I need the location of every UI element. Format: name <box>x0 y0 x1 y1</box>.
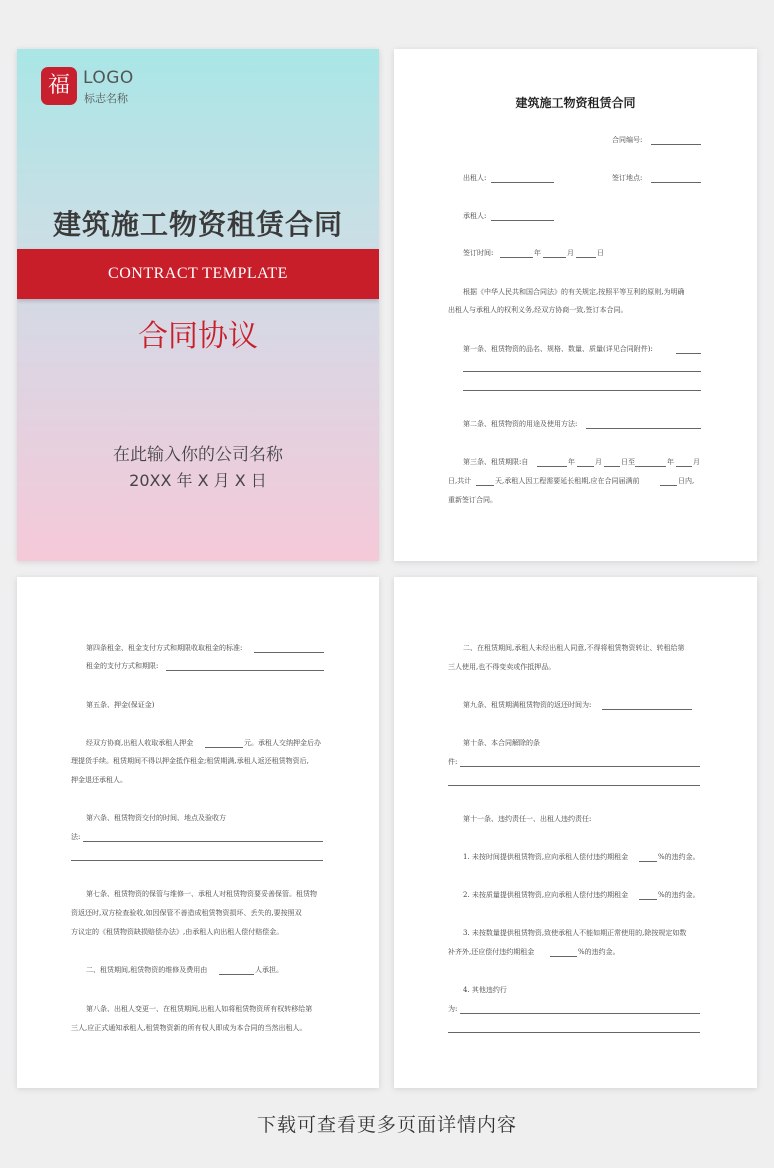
breach-2a: 2. 未按质量提供租赁物资,应向承租人偿付违约期租金 <box>463 891 629 899</box>
article-3-blank-2 <box>577 466 594 467</box>
contract-page-1 <box>394 49 757 561</box>
breach-4-blank-1 <box>460 1013 700 1014</box>
article-3-blank-7 <box>660 485 677 486</box>
article-3-total: 日,共计 <box>448 477 472 485</box>
article-1-line <box>676 353 701 354</box>
article-5: 第五条、押金(保证金) <box>86 701 155 709</box>
article-3-month-2: 月 <box>693 458 700 466</box>
article-4-line-2: 租金的支付方式和期限: <box>86 662 159 670</box>
article-1: 第一条、租赁物资的品名、规格、数量、质量(详见合同附件): <box>463 345 653 353</box>
article-5-line-3: 押金退还承租人。 <box>71 776 127 784</box>
breach-3-line-2b: %的违约金。 <box>578 948 620 956</box>
breach-2b: %的违约金。 <box>658 891 700 899</box>
logo-glyph: 福 <box>47 73 70 98</box>
cover-date: 20XX 年 X 月 X 日 <box>129 471 267 490</box>
contract-page-2 <box>17 577 379 1088</box>
sign-place-label: 签订地点: <box>612 174 643 182</box>
article-2-line <box>586 428 701 429</box>
contract-no-label: 合同编号: <box>612 136 643 144</box>
sign-time-label: 签订时间: <box>463 249 494 257</box>
article-9-blank <box>602 709 692 710</box>
article-6-line-1: 第六条、租赁物资交付的时间、地点及验收方 <box>86 814 226 822</box>
article-7-line-3: 方议定的《租赁物资缺损赔偿办法》,由承租人向出租人偿付赔偿金。 <box>71 928 284 936</box>
article-8-line-2: 三人,应正式通知承租人,租赁物资新的所有权人即成为本合同的当然出租人。 <box>71 1024 307 1032</box>
article-10-line-1: 第十条、本合同解除的条 <box>463 739 540 747</box>
article-10-blank-1 <box>460 766 700 767</box>
article-3-blank-5 <box>676 466 692 467</box>
article-3-day-to: 日至 <box>621 458 635 466</box>
clause-2-line-2: 三人使用,也不得变卖或作抵押品。 <box>448 663 556 671</box>
contract-page-3 <box>394 577 757 1088</box>
article-3-year-1: 年 <box>568 458 575 466</box>
cover-page <box>17 49 379 561</box>
article-1-blank-2 <box>463 390 701 391</box>
breach-2-blank <box>639 899 657 900</box>
article-3-blank-6 <box>476 485 494 486</box>
article-7-line-2: 资返还时,双方检查验收,如因保管不善造成租赁物资损坏、丢失的,要按照双 <box>71 909 302 917</box>
sign-day: 日 <box>597 249 604 257</box>
sign-month: 月 <box>567 249 574 257</box>
sign-year-line <box>500 257 533 258</box>
sign-day-line <box>576 257 596 258</box>
article-8-line-1: 第八条、出租人变更一、在租赁期间,出租人如将租赁物资所有权转移给第 <box>86 1005 313 1013</box>
article-3-days: 日内, <box>678 477 695 485</box>
breach-3-line-1: 3. 未按数量提供租赁物资,致使承租人不能如期正常使用的,除按规定如数 <box>463 929 687 937</box>
article-3-year-2: 年 <box>667 458 674 466</box>
intro-line-2: 出租人与承租人的权利义务,经双方协商一致,签订本合同。 <box>448 306 628 314</box>
breach-3-blank <box>550 956 577 957</box>
breach-4-line-2: 为: <box>448 1005 458 1013</box>
download-hint: 下载可查看更多页面详情内容 <box>256 1114 517 1136</box>
contract-no-line <box>651 144 701 145</box>
breach-3-line-2a: 补齐外,还应偿付违约期租金 <box>448 948 535 956</box>
lessor-label: 出租人: <box>463 174 487 182</box>
article-3-blank-4 <box>635 466 666 467</box>
article-5-line-2: 理提货手续。租赁期间不得以押金抵作租金;租赁期满,承租人返还租赁物资后, <box>71 757 309 765</box>
lessee-label: 承租人: <box>463 212 487 220</box>
article-7-line-4a: 二、租赁期间,租赁物资的维修及费用由 <box>86 966 208 974</box>
breach-1a: 1. 未按时间提供租赁物资,应向承租人偿付违约期租金 <box>463 853 629 861</box>
logo-subtitle: 标志名称 <box>84 92 128 105</box>
article-10-blank-2 <box>448 785 700 786</box>
clause-2-line-1: 二、在租赁期间,承租人未经出租人同意,不得将租赁物资转让、转租给第 <box>463 644 685 652</box>
article-3-blank-3 <box>604 466 620 467</box>
breach-4-blank-2 <box>448 1032 700 1033</box>
document-title: 建筑施工物资租赁合同 <box>515 96 636 110</box>
sign-year: 年 <box>534 249 541 257</box>
article-11: 第十一条、违约责任一、出租人违约责任: <box>463 815 592 823</box>
article-2: 第二条、租赁物资的用途及使用方法: <box>463 420 578 428</box>
sign-month-line <box>543 257 566 258</box>
article-3-extend: 天,承租人因工程需要延长租期,应在合同届满前 <box>495 477 640 485</box>
article-3-month-1: 月 <box>595 458 602 466</box>
lessee-line <box>491 220 554 221</box>
article-3-renew: 重新签订合同。 <box>448 496 497 504</box>
article-7-line-4b: 人承担。 <box>255 966 283 974</box>
article-1-blank-1 <box>463 371 701 372</box>
article-5-blank <box>205 747 243 748</box>
breach-1b: %的违约金。 <box>658 853 700 861</box>
intro-line-1: 根据《中华人民共和国合同法》的有关规定,按照平等互利的原则,为明确 <box>463 288 685 296</box>
article-3-start: 第三条、租赁期限:自 <box>463 458 529 466</box>
logo-icon <box>41 67 77 105</box>
article-4-blank-1 <box>254 652 324 653</box>
article-7-blank <box>219 974 254 975</box>
logo-word: LOGO <box>83 68 134 88</box>
breach-4-line-1: 4. 其他违约行 <box>463 986 507 994</box>
article-9: 第九条、租赁期满租赁物资的返还时间为: <box>463 701 592 709</box>
breach-1-blank <box>639 861 657 862</box>
cover-title: 建筑施工物资租赁合同 <box>52 208 343 241</box>
article-5-line-1a: 经双方协商,出租人收取承租人押金 <box>86 739 194 747</box>
cover-company: 在此输入你的公司名称 <box>113 445 283 465</box>
article-10-line-2: 件: <box>448 758 458 766</box>
article-4-blank-2 <box>166 670 324 671</box>
article-6-blank-1 <box>83 841 323 842</box>
cover-band-text: CONTRACT TEMPLATE <box>108 265 288 282</box>
article-7-line-1: 第七条、租赁物资的保管与维修一、承租人对租赁物资要妥善保管。租赁物 <box>86 890 317 898</box>
sign-place-line <box>651 182 701 183</box>
article-6-line-2: 法: <box>71 833 81 841</box>
lessor-line <box>491 182 554 183</box>
article-6-blank-2 <box>71 860 323 861</box>
cover-band <box>17 249 379 299</box>
article-4-line-1: 第四条租金、租金支付方式和期限收取租金的标准: <box>86 644 243 652</box>
cover-subtitle: 合同协议 <box>138 319 258 354</box>
article-3-blank-1 <box>537 466 567 467</box>
article-5-line-1b: 元。承租人交纳押金后办 <box>244 739 321 747</box>
